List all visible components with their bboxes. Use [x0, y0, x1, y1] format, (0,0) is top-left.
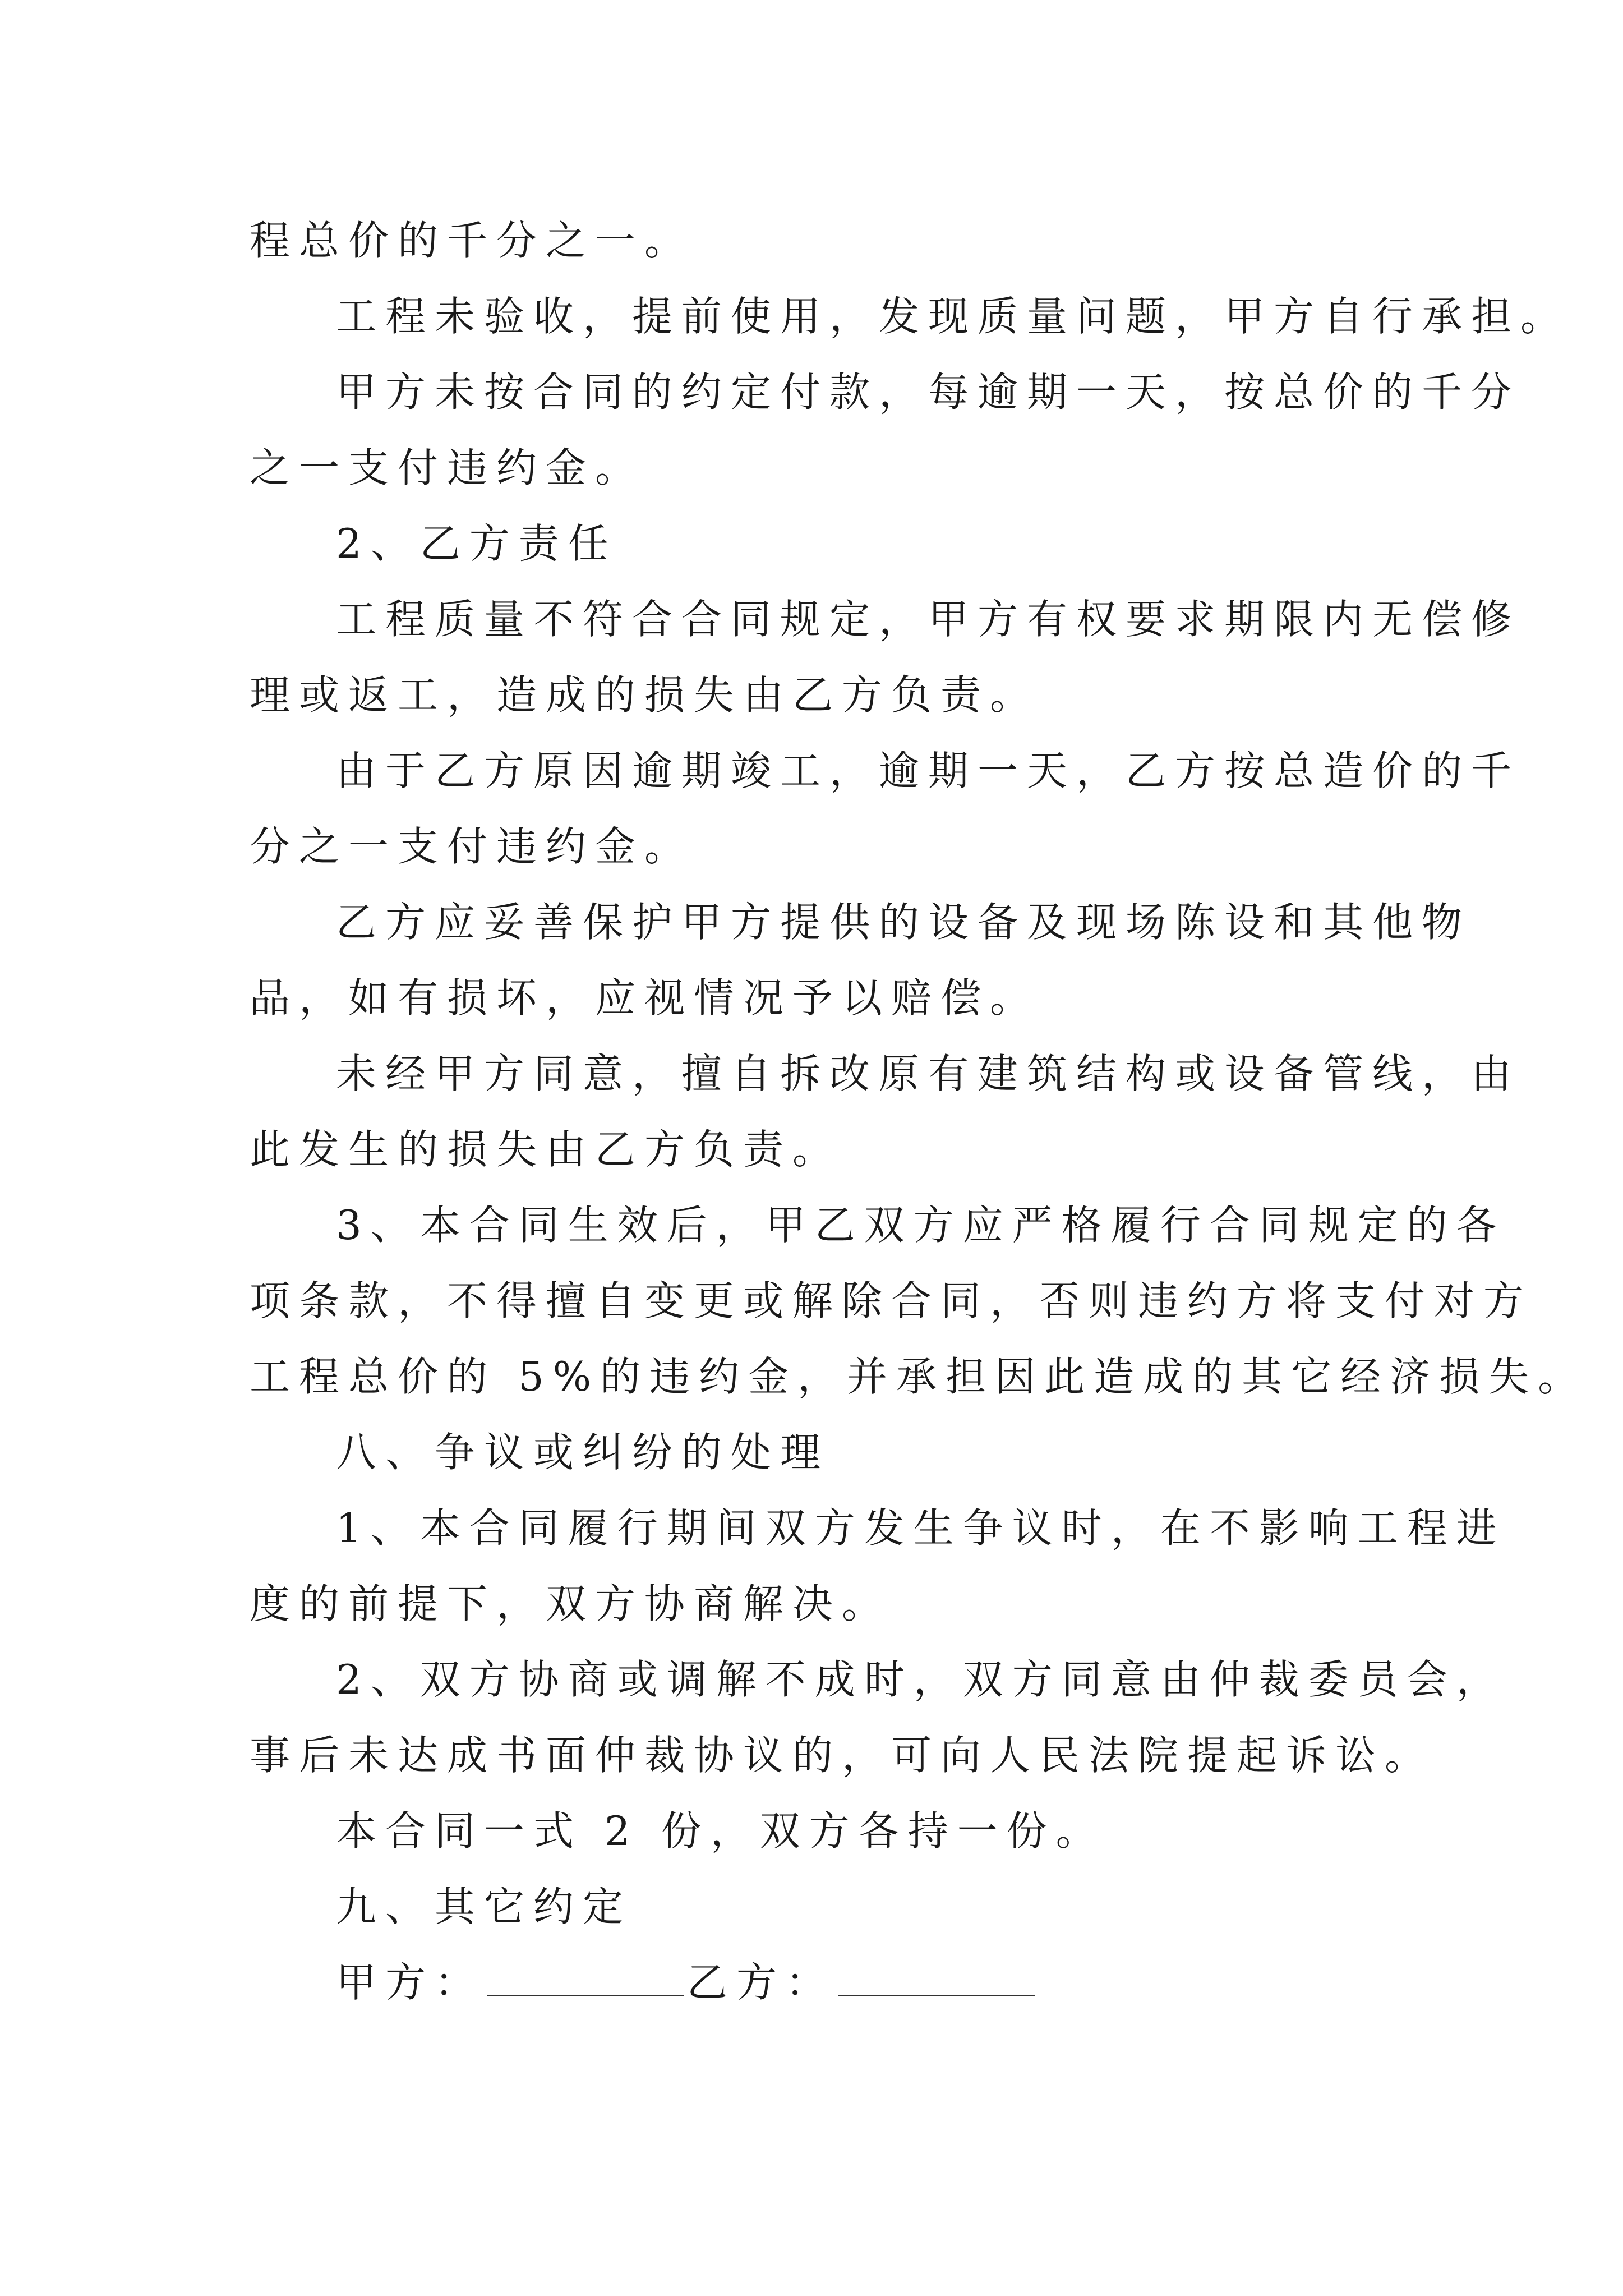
- party-b-signature-blank: [838, 1960, 1035, 1996]
- text-line: 未经甲方同意，擅自拆改原有建筑结构或设备管线，由: [336, 1050, 1521, 1097]
- party-a-label: 甲方：: [336, 1959, 485, 2006]
- party-b-label: 乙方：: [687, 1959, 836, 2006]
- text-line: 工程质量不符合合同规定，甲方有权要求期限内无偿修: [336, 596, 1521, 643]
- text-line: 工程未验收，提前使用，发现质量问题，甲方自行承担。: [336, 293, 1570, 340]
- section-heading: 八、争议或纠纷的处理: [336, 1429, 830, 1476]
- text-line: 品，如有损坏，应视情况予以赔偿。: [250, 974, 1040, 1022]
- section-heading: 2、乙方责任: [336, 520, 617, 567]
- text-line: 事后未达成书面仲裁协议的，可向人民法院提起诉讼。: [250, 1732, 1435, 1779]
- text-line: 分之一支付违约金。: [250, 823, 694, 870]
- document-body: [250, 203, 1588, 2021]
- text-line: 1、本合同履行期间双方发生争议时，在不影响工程进: [336, 1504, 1506, 1552]
- party-a-signature-blank: [487, 1960, 684, 1996]
- signature-line: [250, 1945, 1388, 2021]
- text-line: 度的前提下，双方协商解决。: [250, 1580, 892, 1627]
- text-line: 此发生的损失由乙方负责。: [250, 1126, 842, 1173]
- text-line: 之一支付违约金。: [250, 444, 645, 491]
- section-heading: 九、其它约定: [336, 1883, 633, 1930]
- text-line: 本合同一式 2 份，双方各持一份。: [336, 1807, 1105, 1855]
- text-line: 工程总价的 5%的违约金，并承担因此造成的其它经济损失。: [250, 1353, 1588, 1400]
- text-line: 程总价的千分之一。: [250, 217, 694, 264]
- text-line: 项条款，不得擅自变更或解除合同，否则违约方将支付对方: [250, 1277, 1533, 1324]
- text-line: 由于乙方原因逾期竣工，逾期一天，乙方按总造价的千: [336, 747, 1521, 794]
- text-line: 理或返工，造成的损失由乙方负责。: [250, 671, 1040, 719]
- text-line: 乙方应妥善保护甲方提供的设备及现场陈设和其他物: [336, 899, 1472, 946]
- text-line: 2、双方协商或调解不成时，双方同意由仲裁委员会，: [336, 1656, 1506, 1703]
- text-line: 3、本合同生效后，甲乙双方应严格履行合同规定的各: [336, 1202, 1506, 1249]
- text-line: 甲方未按合同的约定付款，每逾期一天，按总价的千分: [336, 369, 1521, 416]
